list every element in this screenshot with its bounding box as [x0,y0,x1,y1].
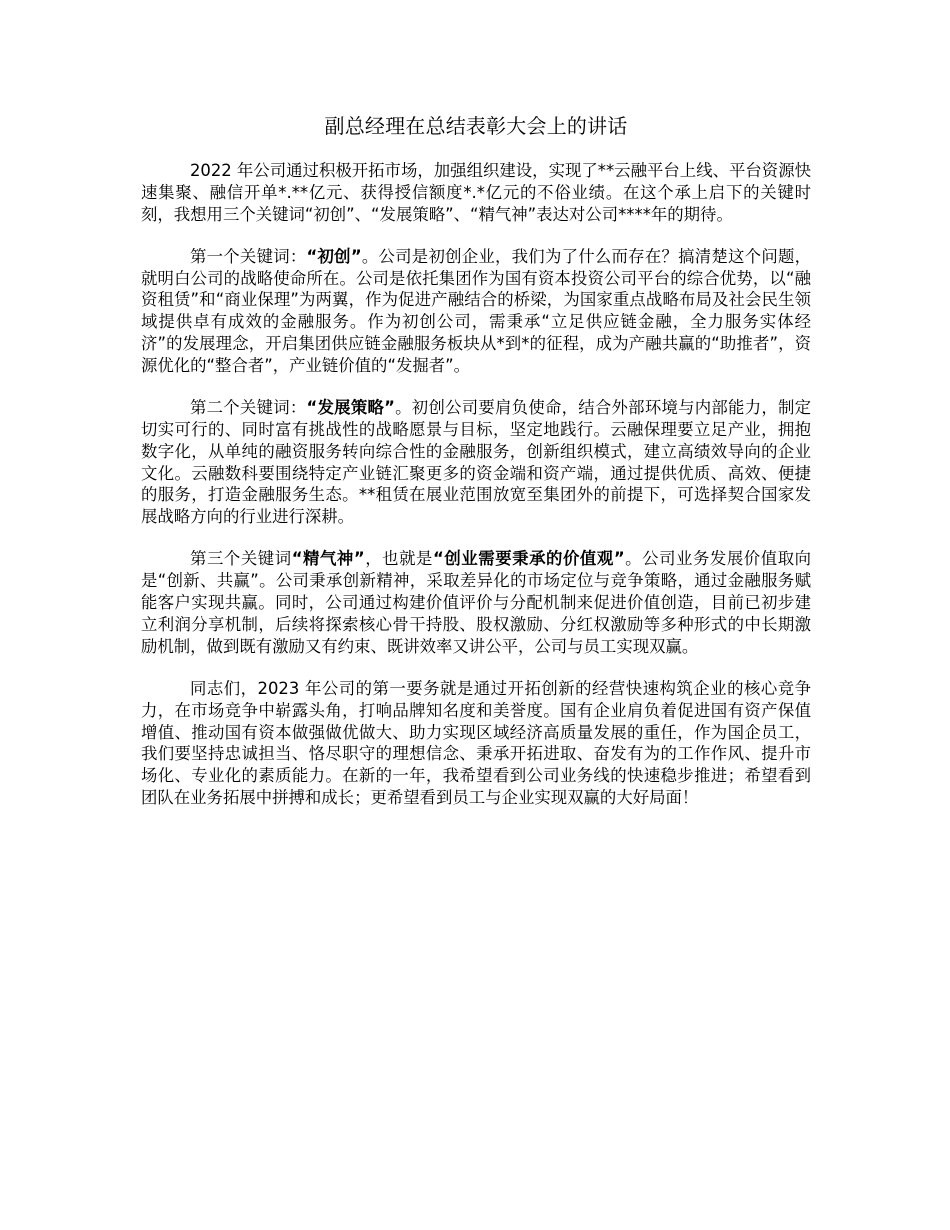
paragraph-intro [141,160,811,225]
document-body [141,112,811,829]
keyword-3-mid: ，也就是 [364,549,434,569]
keyword-2-term: “发展策略” [306,398,395,418]
keyword-3-lead: 第三个关键词 [190,549,292,569]
paragraph-keyword-3 [141,548,811,657]
keyword-2-lead: 第二个关键词： [190,398,307,418]
document-title: 副总经理在总结表彰大会上的讲话 [324,114,628,138]
paragraph-closing [141,678,811,809]
keyword-3-values: “创业需要秉承的价值观” [433,549,625,569]
paragraph-intro-text: 2022 年公司通过积极开拓市场，加强组织建设，实现了**云融平台上线、平台资源快速集聚、融信开单*.**亿元、获得授信额度*.*亿元的不俗业绩。在这个承上启下的关键时刻，我想用三个关键词“初创”、“发展策略”、“精气神”表达对公司****年的期待。 [141,161,811,224]
keyword-3-body: 。公司业务发展价值取向是“创新、共赢”。公司秉承创新精神，采取差异化的市场定位与竞争策略，通过金融服务赋能客户实现共赢。同时，公司通过构建价值评价与分配机制来促进价值创造，目前已初步建立利润分享机制，后续将探索核心骨干持股、股权激励、分红权激励等多种形式的中长期激励机制，做到既有激励又有约束、既讲效率又讲公平，公司与员工实现双赢。 [141,549,812,656]
keyword-3-term: “精气神” [291,549,365,569]
keyword-2-body: 。初创公司要肩负使命，结合外部环境与内部能力，制定切实可行的、同时富有挑战性的战略愿景与目标，坚定地践行。云融保理要立足产业，拥抱数字化，从单纯的融资服务转向综合性的金融服务，创新组织模式，建立高绩效导向的企业文化。云融数科要围绕特定产业链汇聚更多的资金端和资产端，通过提供优质、高效、便捷的服务，打造金融服务生态。**租赁在展业范围放宽至集团外的前提下，可选择契合国家发展战略方向的行业进行深耕。 [141,398,812,527]
paragraph-keyword-1 [141,246,811,377]
keyword-1-body: 。公司是初创企业，我们为了什么而存在？搞清楚这个问题，就明白公司的战略使命所在。公司是依托集团作为国有资本投资公司平台的综合优势，以“融资租赁”和“商业保理”为两翼，作为促进产融结合的桥梁，为国家重点战略布局及社会民生领域提供卓有成效的金融服务。作为初创公司，需秉承“立足供应链金融，全力服务实体经济”的发展理念，开启集团供应链金融服务板块从*到*的征程，成为产融共赢的“助推者”，资源优化的“整合者”，产业链价值的“发掘者”。 [141,246,812,375]
paragraph-keyword-2 [141,397,811,528]
paragraph-closing-text: 同志们，2023 年公司的第一要务就是通过开拓创新的经营快速构筑企业的核心竞争力，在市场竞争中崭露头角，打响品牌知名度和美誉度。国有企业肩负着促进国有资产保值增值、推动国有资本做强做优做大、助力实现区域经济高质量发展的重任，作为国企员工，我们要坚持忠诚担当、恪尽职守的理想信念、秉承开拓进取、奋发有为的工作作风、提升市场化、专业化的素质能力。在新的一年，我希望看到公司业务线的快速稳步推进；希望看到团队在业务拓展中拼搏和成长；更希望看到员工与企业实现双赢的大好局面！ [141,678,811,807]
keyword-1-lead: 第一个关键词： [190,246,307,266]
keyword-1-term: “初创” [306,246,362,266]
